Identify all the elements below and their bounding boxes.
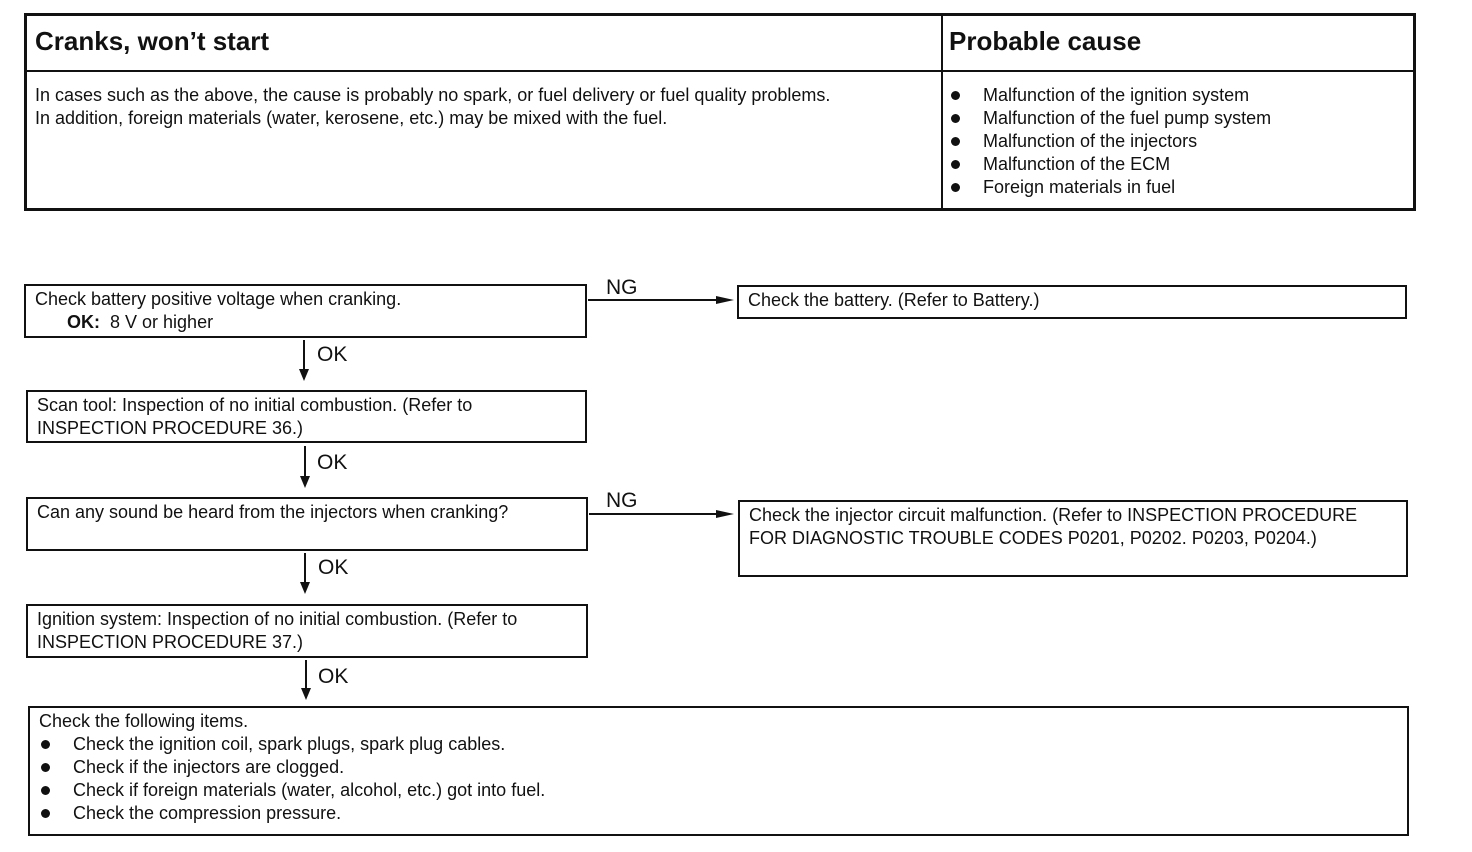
- step-battery-voltage-check: [24, 284, 587, 338]
- step-text: Check battery positive voltage when cranking.: [35, 289, 402, 309]
- list-item: [949, 130, 1409, 153]
- check-item-text: Check the compression pressure.: [73, 803, 342, 823]
- table-row-divider: [27, 70, 1413, 72]
- check-items-list: [39, 733, 1398, 825]
- arrow-down-icon: [301, 688, 311, 700]
- step-text: Scan tool: Inspection of no initial combustion. (Refer to INSPECTION PROCEDURE 36.): [37, 395, 473, 438]
- list-item: [39, 733, 1398, 756]
- table-column-divider: [941, 16, 943, 208]
- ok-criterion: [35, 311, 576, 334]
- cause-text: Malfunction of the fuel pump system: [983, 108, 1272, 128]
- cause-text: Malfunction of the injectors: [983, 131, 1198, 151]
- ok-arrow-line: [304, 446, 306, 477]
- list-item: [949, 107, 1409, 130]
- ng-check-injector-circuit: [738, 500, 1408, 577]
- ok-arrow-line: [305, 660, 307, 689]
- bullet-icon: [41, 809, 50, 818]
- ng-check-battery: [737, 285, 1407, 319]
- symptom-description-line: In addition, foreign materials (water, kerosene, etc.) may be mixed with the fuel.: [35, 108, 668, 128]
- step-scan-tool-inspection: [26, 390, 587, 443]
- bullet-icon: [41, 786, 50, 795]
- bullet-icon: [951, 160, 960, 169]
- arrow-down-icon: [300, 476, 310, 488]
- step-text: Ignition system: Inspection of no initial combustion. (Refer to INSPECTION PROCEDURE 37.): [37, 609, 518, 652]
- list-item: [949, 84, 1409, 107]
- ok-criterion-value: 8 V or higher: [110, 312, 214, 332]
- arrow-right-icon: [716, 296, 734, 304]
- probable-cause-list: [949, 84, 1409, 199]
- bullet-icon: [41, 740, 50, 749]
- check-item-text: Check the ignition coil, spark plugs, spark plug cables.: [73, 734, 506, 754]
- bullet-icon: [951, 183, 960, 192]
- arrow-down-icon: [299, 369, 309, 381]
- list-item: [39, 756, 1398, 779]
- ok-label: OK: [317, 451, 348, 474]
- step-text: Check the battery. (Refer to Battery.): [748, 290, 1040, 310]
- symptom-table: [24, 13, 1416, 211]
- symptom-description: [35, 84, 933, 130]
- cause-text: Foreign materials in fuel: [983, 177, 1176, 197]
- step-ignition-inspection: [26, 604, 588, 658]
- arrow-down-icon: [300, 582, 310, 594]
- ok-arrow-line: [304, 553, 306, 583]
- bullet-icon: [951, 114, 960, 123]
- cause-text: Malfunction of the ECM: [983, 154, 1171, 174]
- bullet-icon: [951, 91, 960, 100]
- step-text: Can any sound be heard from the injectors when cranking?: [37, 502, 509, 522]
- ng-label: NG: [606, 276, 638, 299]
- ok-arrow-line: [303, 340, 305, 370]
- symptom-title: Cranks, won’t start: [35, 26, 270, 56]
- symptom-description-line: In cases such as the above, the cause is probably no spark, or fuel delivery or fuel quality problems.: [35, 85, 831, 105]
- ng-label: NG: [606, 489, 638, 512]
- step-check-following-items: [28, 706, 1409, 836]
- list-item: [39, 779, 1398, 802]
- ok-label: OK: [317, 343, 348, 366]
- bullet-icon: [41, 763, 50, 772]
- list-item: [39, 802, 1398, 825]
- list-item: [949, 176, 1409, 199]
- ok-label: OK: [318, 556, 349, 579]
- list-item: [949, 153, 1409, 176]
- ng-arrow-line: [589, 513, 718, 515]
- bullet-icon: [951, 137, 960, 146]
- step-text: Check the injector circuit malfunction. (Refer to INSPECTION PROCEDURE FOR DIAGNOSTIC TROUBLE CODES P0201, P0202. P0203, P0204.): [749, 505, 1358, 548]
- check-item-text: Check if the injectors are clogged.: [73, 757, 345, 777]
- step-heading: Check the following items.: [39, 711, 249, 731]
- check-item-text: Check if foreign materials (water, alcohol, etc.) got into fuel.: [73, 780, 546, 800]
- ok-label: OK: [318, 665, 349, 688]
- probable-cause-title: Probable cause: [949, 26, 1142, 56]
- arrow-right-icon: [716, 510, 734, 518]
- ok-criterion-key: OK:: [67, 312, 100, 332]
- cause-text: Malfunction of the ignition system: [983, 85, 1250, 105]
- step-injector-sound-check: [26, 497, 588, 551]
